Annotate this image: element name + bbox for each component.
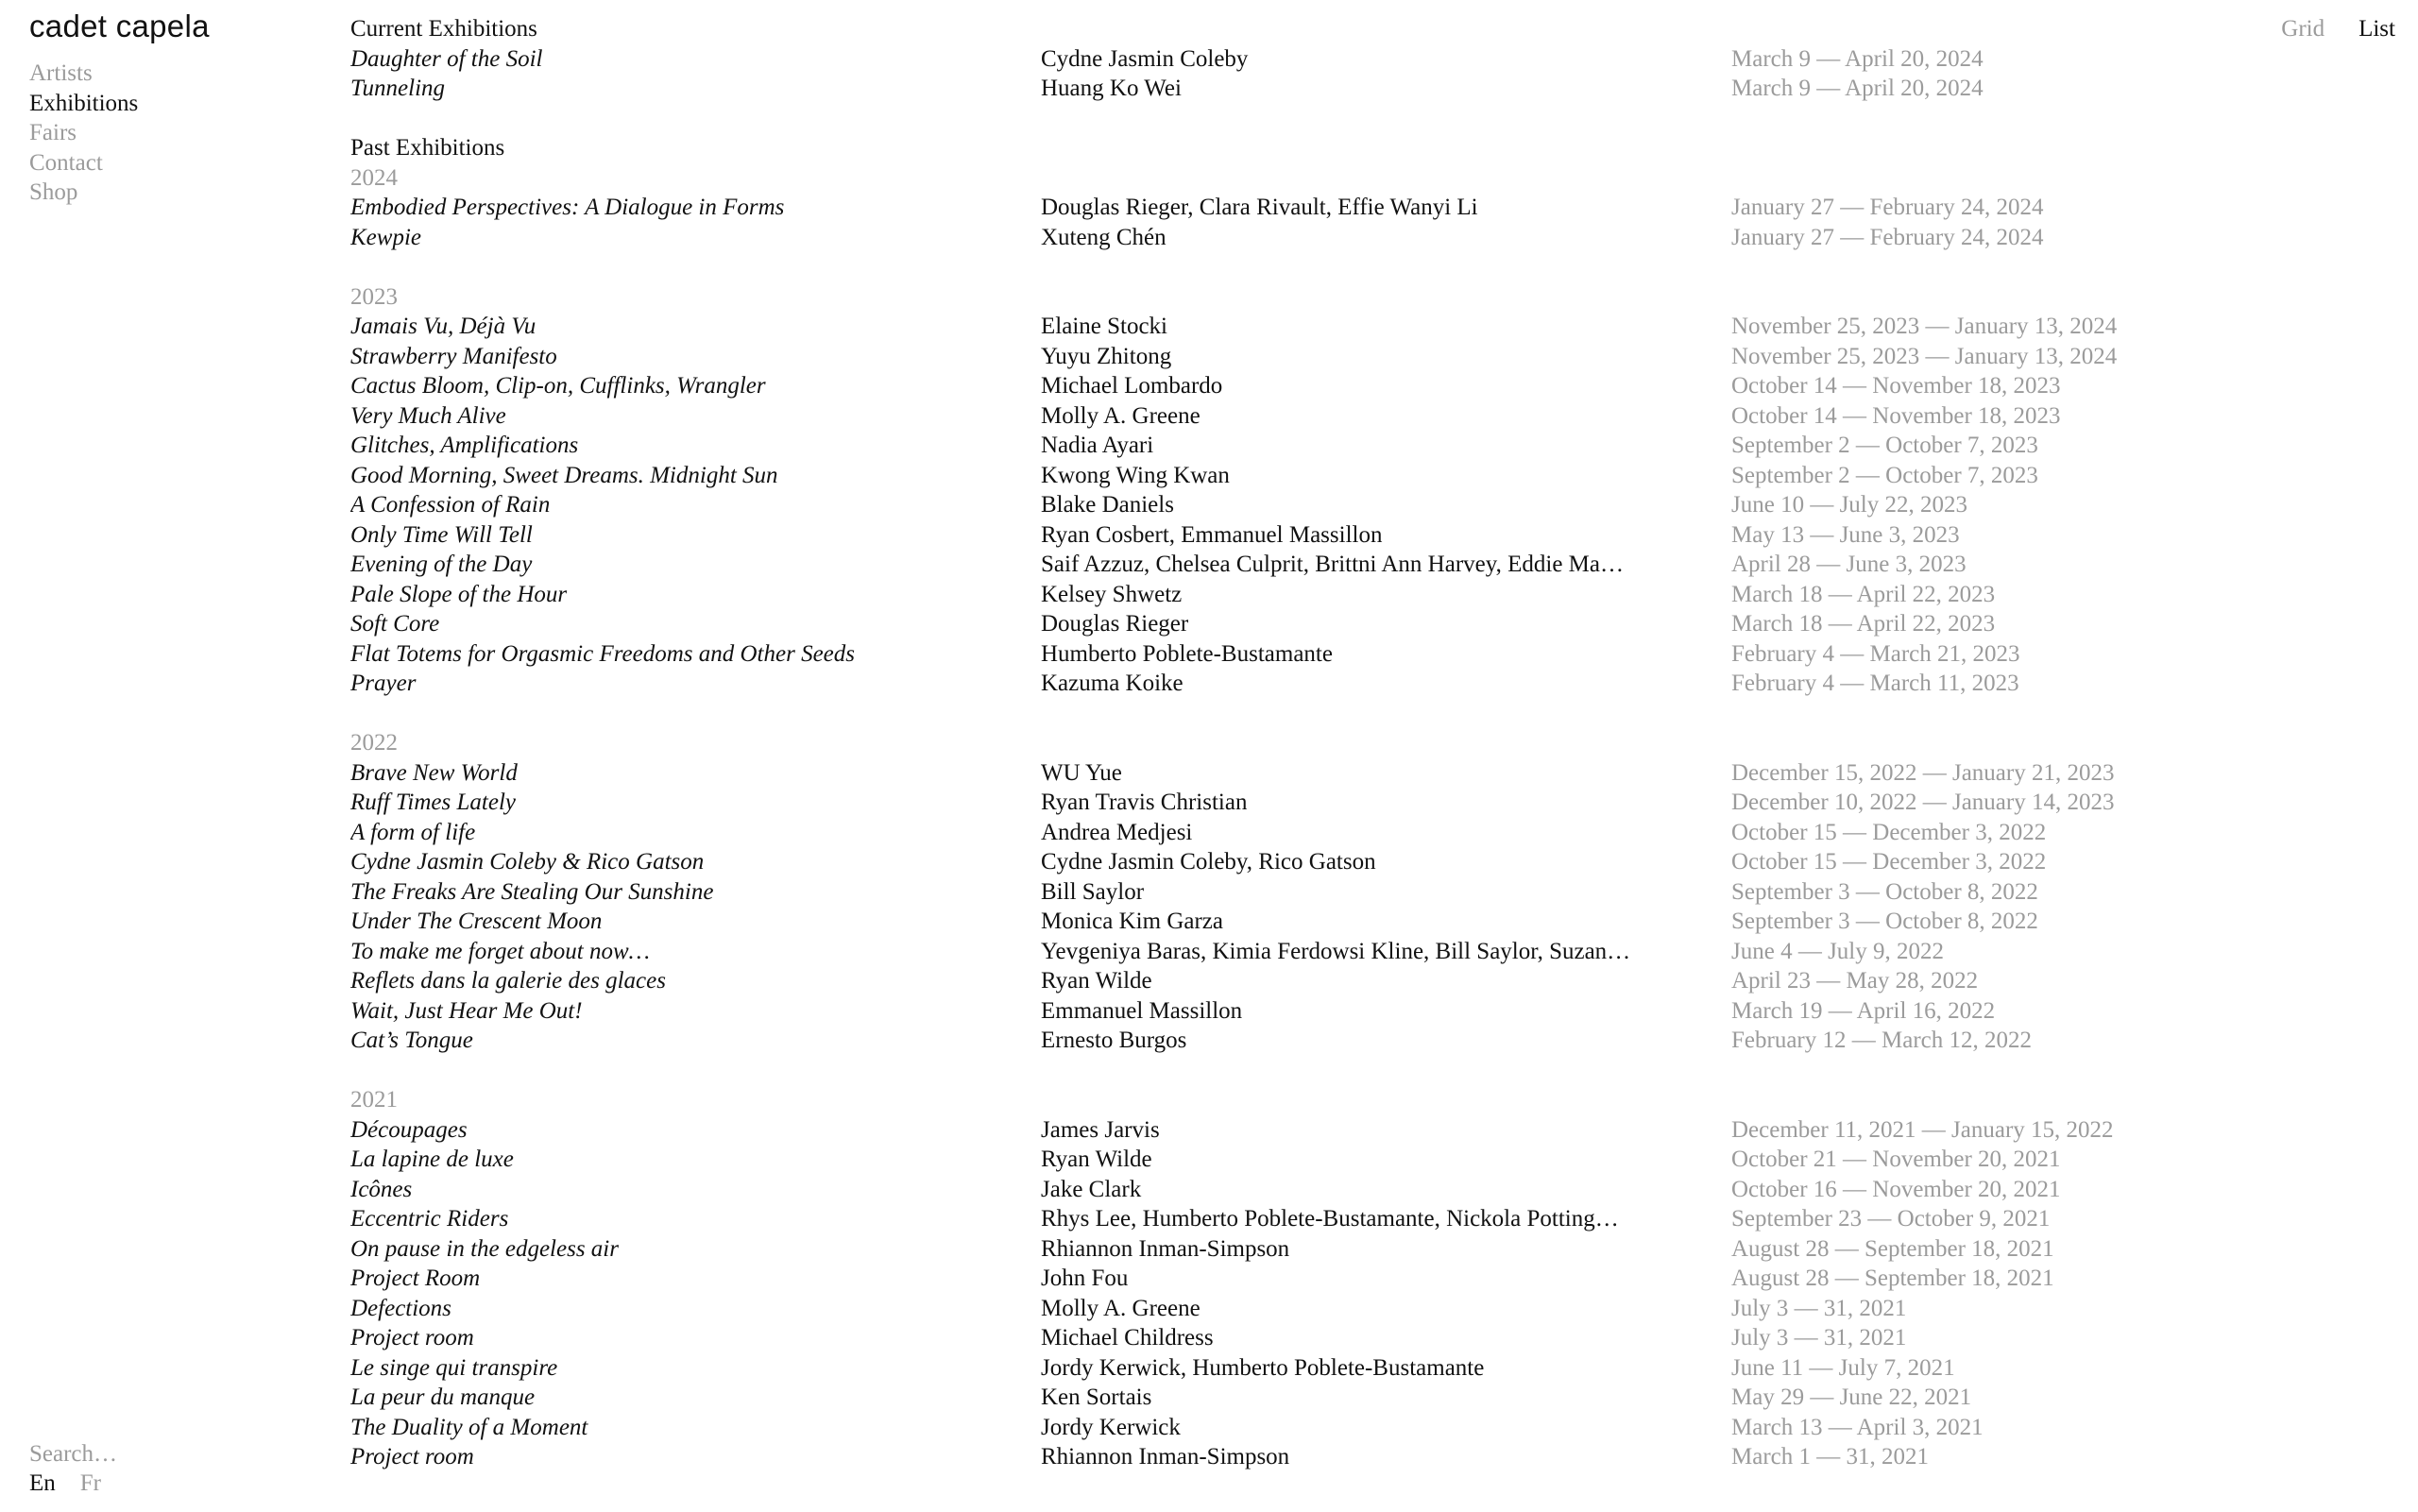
exhibition-row[interactable]	[350, 580, 2391, 610]
exhibition-title: Wait, Just Hear Me Out!	[350, 997, 583, 1024]
exhibition-dates: January 27 — February 24, 2024	[1731, 224, 2044, 250]
exhibition-title: On pause in the edgeless air	[350, 1235, 619, 1262]
nav-item-contact[interactable]: Contact	[29, 149, 103, 176]
exhibition-row[interactable]	[350, 1175, 2391, 1205]
exhibition-row[interactable]	[350, 877, 2391, 908]
exhibition-artists: Michael Lombardo	[1041, 373, 1223, 399]
exhibition-dates: February 4 — March 11, 2023	[1731, 671, 2019, 696]
exhibition-artists: Jordy Kerwick, Humberto Poblete-Bustamante	[1041, 1354, 1485, 1381]
year-heading: 2021	[350, 1087, 398, 1113]
exhibition-row[interactable]	[350, 937, 2391, 967]
exhibition-row[interactable]	[350, 1353, 2391, 1384]
exhibition-title: Eccentric Riders	[350, 1206, 509, 1232]
exhibition-title: A form of life	[350, 819, 476, 845]
exhibition-artists: Ken Sortais	[1041, 1385, 1152, 1410]
nav-item-fairs[interactable]: Fairs	[29, 120, 77, 145]
exhibition-artists: Kwong Wing Kwan	[1041, 462, 1230, 488]
exhibition-title: Project room	[350, 1325, 474, 1351]
search-input[interactable]	[29, 1439, 275, 1470]
exhibition-artists: Kelsey Shwetz	[1041, 581, 1183, 607]
exhibition-artists: Michael Childress	[1041, 1325, 1214, 1351]
exhibition-dates: May 13 — June 3, 2023	[1731, 521, 1960, 548]
exhibition-row[interactable]	[350, 1294, 2391, 1324]
exhibition-artists: Ryan Wilde	[1041, 968, 1152, 994]
exhibition-dates: March 9 — April 20, 2024	[1731, 76, 1984, 101]
exhibition-title: Glitches, Amplifications	[350, 433, 579, 458]
exhibition-title: Flat Totems for Orgasmic Freedoms and Other Seeds	[350, 640, 855, 667]
exhibition-title: Cydne Jasmin Coleby & Rico Gatson	[350, 849, 705, 875]
exhibition-dates: December 10, 2022 — January 14, 2023	[1731, 790, 2115, 815]
exhibition-dates: October 15 — December 3, 2022	[1731, 849, 2047, 875]
exhibition-dates: August 28 — September 18, 2021	[1731, 1266, 2054, 1291]
exhibition-row[interactable]	[350, 788, 2391, 818]
exhibition-artists: Douglas Rieger	[1041, 611, 1189, 637]
exhibition-dates: November 25, 2023 — January 13, 2024	[1731, 343, 2118, 369]
exhibition-artists: Jordy Kerwick	[1041, 1414, 1181, 1440]
main-nav	[29, 59, 138, 208]
exhibition-row[interactable]	[350, 371, 2391, 401]
exhibition-row[interactable]	[350, 1323, 2391, 1353]
exhibition-row[interactable]	[350, 431, 2391, 461]
nav-item-exhibitions[interactable]: Exhibitions	[29, 90, 139, 116]
site-logo[interactable]: cadet capela	[29, 8, 210, 43]
exhibition-artists: Kazuma Koike	[1041, 671, 1183, 696]
exhibition-artists: WU Yue	[1041, 759, 1122, 786]
exhibition-row[interactable]	[350, 1115, 2391, 1146]
exhibition-title: Under The Crescent Moon	[350, 909, 603, 934]
exhibition-title: Cactus Bloom, Clip-on, Cufflinks, Wrangler	[350, 373, 766, 399]
exhibition-artists: Yevgeniya Baras, Kimia Ferdowsi Kline, Bill Saylor, Suzan…	[1041, 938, 1631, 964]
exhibition-title: To make me forget about now…	[350, 938, 650, 964]
exhibition-dates: November 25, 2023 — January 13, 2024	[1731, 314, 2118, 339]
exhibition-title: Kewpie	[350, 224, 421, 250]
exhibition-row[interactable]	[350, 1264, 2391, 1294]
language-en-button[interactable]: En	[29, 1470, 56, 1496]
exhibition-row[interactable]	[350, 1026, 2391, 1056]
exhibition-artists: Humberto Poblete-Bustamante	[1041, 640, 1333, 667]
exhibition-row[interactable]	[350, 461, 2391, 491]
exhibition-row[interactable]	[350, 520, 2391, 551]
exhibition-row[interactable]	[350, 669, 2391, 699]
nav-item-shop[interactable]: Shop	[29, 179, 78, 205]
exhibition-row[interactable]	[350, 1145, 2391, 1175]
exhibition-title: Brave New World	[350, 759, 518, 786]
exhibition-title: Defections	[350, 1295, 451, 1321]
exhibition-row[interactable]	[350, 193, 2391, 223]
exhibition-artists: Ryan Travis Christian	[1041, 790, 1248, 815]
exhibition-artists: Andrea Medjesi	[1041, 819, 1193, 845]
exhibition-row[interactable]	[350, 996, 2391, 1027]
exhibition-artists: Xuteng Chén	[1041, 224, 1166, 250]
exhibition-title: Strawberry Manifesto	[350, 343, 557, 369]
exhibition-dates: October 15 — December 3, 2022	[1731, 819, 2047, 845]
exhibition-title: Project room	[350, 1444, 474, 1470]
exhibition-dates: October 16 — November 20, 2021	[1731, 1176, 2061, 1202]
exhibition-row[interactable]	[350, 401, 2391, 432]
exhibition-dates: October 21 — November 20, 2021	[1731, 1147, 2061, 1172]
exhibition-dates: February 12 — March 12, 2022	[1731, 1028, 2032, 1053]
exhibition-artists: Cydne Jasmin Coleby, Rico Gatson	[1041, 849, 1376, 875]
exhibition-row[interactable]	[350, 1442, 2391, 1472]
exhibition-artists: Jake Clark	[1041, 1176, 1142, 1202]
exhibition-dates: September 2 — October 7, 2023	[1731, 462, 2038, 488]
exhibition-artists: Rhys Lee, Humberto Poblete-Bustamante, Nickola Potting…	[1041, 1206, 1619, 1232]
exhibition-title: A Confession of Rain	[350, 492, 551, 518]
exhibition-artists: Molly A. Greene	[1041, 402, 1200, 429]
exhibition-artists: Douglas Rieger, Clara Rivault, Effie Wanyi Li	[1041, 195, 1478, 220]
exhibition-row[interactable]	[350, 847, 2391, 877]
exhibition-title: Icônes	[350, 1176, 413, 1202]
exhibition-dates: June 11 — July 7, 2021	[1731, 1354, 1955, 1381]
nav-item-artists[interactable]: Artists	[29, 60, 93, 86]
exhibition-dates: August 28 — September 18, 2021	[1731, 1235, 2054, 1262]
year-spacer	[350, 1056, 2391, 1086]
exhibition-dates: December 15, 2022 — January 21, 2023	[1731, 759, 2115, 786]
exhibition-artists: James Jarvis	[1041, 1116, 1160, 1143]
year-heading: 2024	[350, 164, 398, 191]
grid-view-button[interactable]: Grid	[2281, 16, 2325, 42]
exhibition-dates: May 29 — June 22, 2021	[1731, 1385, 1972, 1410]
exhibition-artists: Monica Kim Garza	[1041, 909, 1223, 934]
year-spacer	[350, 252, 2391, 282]
exhibition-artists: Ernesto Burgos	[1041, 1028, 1187, 1053]
exhibition-title: Jamais Vu, Déjà Vu	[350, 314, 536, 339]
exhibition-title: Soft Core	[350, 611, 440, 637]
exhibition-artists: Bill Saylor	[1041, 878, 1145, 905]
exhibition-row[interactable]	[350, 639, 2391, 670]
past-exhibitions-heading: Past Exhibitions	[350, 135, 505, 161]
exhibition-row[interactable]	[350, 1234, 2391, 1265]
exhibition-title: Pale Slope of the Hour	[350, 581, 568, 607]
exhibition-row[interactable]	[350, 1413, 2391, 1443]
exhibition-row[interactable]	[350, 490, 2391, 520]
year-spacer	[350, 699, 2391, 729]
exhibition-title: Only Time Will Tell	[350, 521, 533, 548]
exhibition-title: Le singe qui transpire	[350, 1354, 558, 1381]
exhibition-dates: October 14 — November 18, 2023	[1731, 373, 2061, 399]
exhibition-title: Cat’s Tongue	[350, 1028, 473, 1053]
exhibition-title: La peur du manque	[350, 1385, 536, 1410]
section-spacer	[350, 104, 2391, 134]
current-exhibitions-list	[350, 44, 2391, 104]
exhibition-row[interactable]	[350, 758, 2391, 789]
exhibition-title: Daughter of the Soil	[350, 45, 543, 72]
exhibition-artists: Yuyu Zhitong	[1041, 343, 1172, 369]
exhibition-artists: Rhiannon Inman-Simpson	[1041, 1235, 1290, 1262]
exhibition-dates: September 23 — October 9, 2021	[1731, 1206, 2051, 1232]
exhibition-dates: July 3 — 31, 2021	[1731, 1295, 1907, 1321]
exhibition-artists: Emmanuel Massillon	[1041, 997, 1243, 1024]
exhibition-artists: Molly A. Greene	[1041, 1295, 1200, 1321]
exhibition-dates: March 13 — April 3, 2021	[1731, 1414, 1984, 1440]
exhibition-artists: Saif Azzuz, Chelsea Culprit, Brittni Ann Harvey, Eddie Ma…	[1041, 552, 1625, 577]
exhibition-dates: March 19 — April 16, 2022	[1731, 997, 1996, 1024]
exhibition-dates: September 2 — October 7, 2023	[1731, 433, 2038, 458]
exhibition-title: Evening of the Day	[350, 552, 533, 577]
exhibition-dates: February 4 — March 21, 2023	[1731, 640, 2020, 667]
exhibition-artists: Huang Ko Wei	[1041, 76, 1182, 101]
exhibition-dates: September 3 — October 8, 2022	[1731, 878, 2038, 905]
current-exhibitions-heading: Current Exhibitions	[350, 16, 537, 42]
exhibition-artists: Nadia Ayari	[1041, 433, 1154, 458]
exhibition-title: Tunneling	[350, 76, 446, 101]
exhibition-title: Ruff Times Lately	[350, 790, 516, 815]
exhibition-title: The Duality of a Moment	[350, 1414, 588, 1440]
exhibition-artists: Ryan Cosbert, Emmanuel Massillon	[1041, 521, 1383, 548]
exhibition-dates: June 10 — July 22, 2023	[1731, 492, 1967, 518]
exhibition-title: Reflets dans la galerie des glaces	[350, 968, 666, 994]
exhibition-row[interactable]	[350, 74, 2391, 104]
exhibition-row[interactable]	[350, 342, 2391, 372]
exhibition-dates: March 18 — April 22, 2023	[1731, 581, 1996, 607]
exhibition-dates: March 1 — 31, 2021	[1731, 1444, 1929, 1470]
exhibition-row[interactable]	[350, 312, 2391, 342]
exhibition-title: The Freaks Are Stealing Our Sunshine	[350, 878, 714, 905]
language-switcher	[29, 1469, 126, 1499]
exhibition-dates: January 27 — February 24, 2024	[1731, 195, 2044, 220]
exhibition-artists: Ryan Wilde	[1041, 1147, 1152, 1172]
exhibitions-list	[350, 14, 2391, 1472]
exhibition-dates: December 11, 2021 — January 15, 2022	[1731, 1116, 2114, 1143]
language-fr-button[interactable]: Fr	[79, 1470, 102, 1496]
exhibition-title: Project Room	[350, 1266, 481, 1291]
exhibition-title: Prayer	[350, 671, 417, 696]
exhibition-row[interactable]	[350, 44, 2391, 75]
exhibition-dates: April 23 — May 28, 2022	[1731, 968, 1979, 994]
exhibition-row[interactable]	[350, 1204, 2391, 1234]
exhibition-row[interactable]	[350, 609, 2391, 639]
list-view-button[interactable]: List	[2358, 16, 2395, 42]
exhibition-row[interactable]	[350, 907, 2391, 937]
year-heading: 2022	[350, 730, 398, 756]
exhibition-row[interactable]	[350, 223, 2391, 253]
exhibition-title: Good Morning, Sweet Dreams. Midnight Sun	[350, 462, 778, 488]
exhibition-artists: Blake Daniels	[1041, 492, 1174, 518]
exhibition-artists: Elaine Stocki	[1041, 314, 1167, 339]
exhibition-title: Very Much Alive	[350, 402, 506, 429]
exhibition-row[interactable]	[350, 1383, 2391, 1413]
exhibition-dates: March 9 — April 20, 2024	[1731, 45, 1984, 72]
past-exhibitions-list	[350, 163, 2391, 1472]
exhibition-row[interactable]	[350, 966, 2391, 996]
exhibition-row[interactable]	[350, 818, 2391, 848]
exhibition-title: Embodied Perspectives: A Dialogue in Forms	[350, 195, 785, 220]
exhibition-dates: September 3 — October 8, 2022	[1731, 909, 2038, 934]
exhibition-dates: June 4 — July 9, 2022	[1731, 938, 1944, 964]
year-heading: 2023	[350, 283, 398, 310]
exhibition-title: Découpages	[350, 1116, 468, 1143]
exhibition-dates: October 14 — November 18, 2023	[1731, 402, 2061, 429]
exhibition-row[interactable]	[350, 550, 2391, 580]
exhibition-title: La lapine de luxe	[350, 1147, 514, 1172]
exhibition-dates: March 18 — April 22, 2023	[1731, 611, 1996, 637]
exhibition-artists: Cydne Jasmin Coleby	[1041, 45, 1249, 72]
exhibition-artists: John Fou	[1041, 1266, 1129, 1291]
exhibition-artists: Rhiannon Inman-Simpson	[1041, 1444, 1290, 1470]
exhibition-dates: July 3 — 31, 2021	[1731, 1325, 1907, 1351]
exhibition-dates: April 28 — June 3, 2023	[1731, 552, 1967, 577]
